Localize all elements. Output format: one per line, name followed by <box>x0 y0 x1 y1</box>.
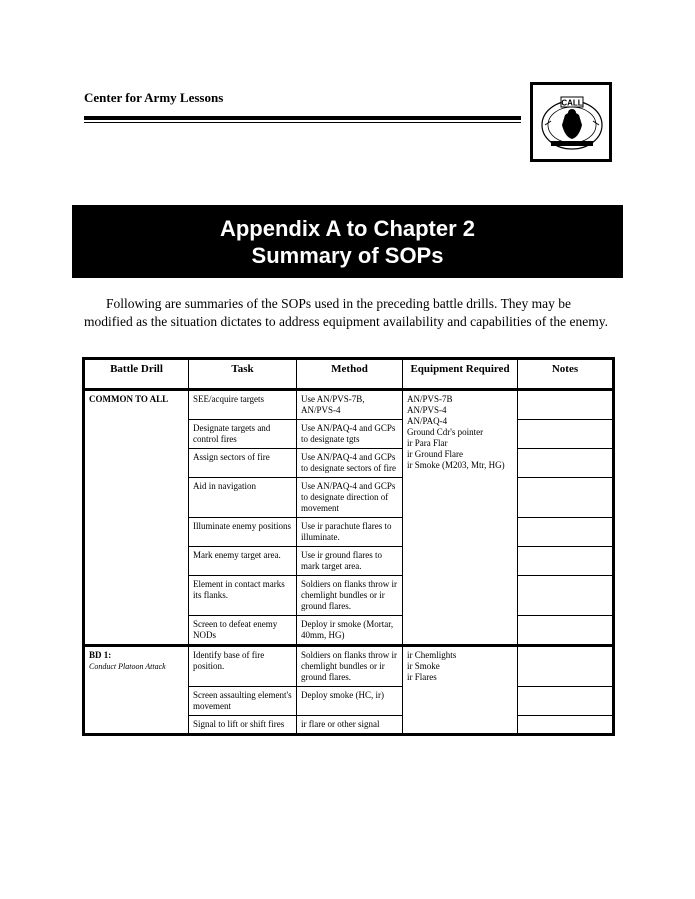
task-cell: SEE/acquire targets <box>189 390 297 420</box>
title-line-2: Summary of SOPs <box>251 243 444 268</box>
method-cell: Use ir ground flares to mark target area. <box>297 547 403 576</box>
sop-table <box>82 357 615 736</box>
table-header-row <box>84 359 614 390</box>
task-cell: Mark enemy target area. <box>189 547 297 576</box>
method-cell: Soldiers on flanks throw ir chemlight bundles or ir ground flares. <box>297 576 403 616</box>
notes-cell <box>518 390 614 420</box>
header-method: Method <box>297 359 403 390</box>
method-cell: ir flare or other signal <box>297 716 403 735</box>
table-row <box>84 390 614 420</box>
header-notes: Notes <box>518 359 614 390</box>
task-cell: Aid in navigation <box>189 478 297 518</box>
header-task: Task <box>189 359 297 390</box>
table-row <box>84 646 614 687</box>
battle-drill-cell <box>84 646 189 735</box>
method-cell: Use AN/PAQ-4 and GCPs to designate tgts <box>297 420 403 449</box>
header-rule-thin <box>84 122 521 123</box>
header-equipment: Equipment Required <box>403 359 518 390</box>
call-logo <box>530 82 612 162</box>
equipment-cell: ir Chemlights ir Smoke ir Flares <box>403 646 518 735</box>
task-cell: Illuminate enemy positions <box>189 518 297 547</box>
header-rule <box>84 116 521 120</box>
method-cell: Use AN/PVS-7B, AN/PVS-4 <box>297 390 403 420</box>
notes-cell <box>518 616 614 646</box>
title-line-1: Appendix A to Chapter 2 <box>219 216 476 241</box>
task-cell: Signal to lift or shift fires <box>189 716 297 735</box>
notes-cell <box>518 518 614 547</box>
task-cell: Screen to defeat enemy NODs <box>189 616 297 646</box>
task-cell: Designate targets and control fires <box>189 420 297 449</box>
method-cell: Deploy smoke (HC, ir) <box>297 687 403 716</box>
battle-drill-cell <box>84 390 189 646</box>
method-cell: Soldiers on flanks throw ir chemlight bundles or ir ground flares. <box>297 646 403 687</box>
task-cell: Assign sectors of fire <box>189 449 297 478</box>
notes-cell <box>518 687 614 716</box>
header-battle-drill: Battle Drill <box>84 359 189 390</box>
battle-drill-name: COMMON TO ALL <box>89 394 169 404</box>
notes-cell <box>518 449 614 478</box>
method-cell: Use AN/PAQ-4 and GCPs to designate sectors of fire <box>297 449 403 478</box>
organization-name: Center for Army Lessons <box>84 90 224 105</box>
notes-cell <box>518 547 614 576</box>
notes-cell <box>518 576 614 616</box>
appendix-title <box>72 205 623 278</box>
task-cell: Element in contact marks its flanks. <box>189 576 297 616</box>
logo-text: CALL <box>561 98 583 108</box>
method-cell: Use AN/PAQ-4 and GCPs to designate direction of movement <box>297 478 403 518</box>
task-cell: Identify base of fire position. <box>189 646 297 687</box>
method-cell: Deploy ir smoke (Mortar, 40mm, HG) <box>297 616 403 646</box>
battle-drill-name: BD 1: <box>89 650 112 660</box>
equipment-cell: AN/PVS-7B AN/PVS-4 AN/PAQ-4 Ground Cdr's pointer ir Para Flar ir Ground Flare ir Smoke (M203, Mtr, HG) <box>403 390 518 646</box>
notes-cell <box>518 646 614 687</box>
intro-paragraph: Following are summaries of the SOPs used in the preceding battle drills. They may be modified as the situation dictates to address equipment availability and capabilities of the enemy. <box>84 296 608 329</box>
call-emblem-icon <box>537 89 607 157</box>
notes-cell <box>518 716 614 735</box>
notes-cell <box>518 478 614 518</box>
task-cell: Screen assaulting element's movement <box>189 687 297 716</box>
battle-drill-subtitle: Conduct Platoon Attack <box>89 662 166 671</box>
notes-cell <box>518 420 614 449</box>
method-cell: Use ir parachute flares to illuminate. <box>297 518 403 547</box>
